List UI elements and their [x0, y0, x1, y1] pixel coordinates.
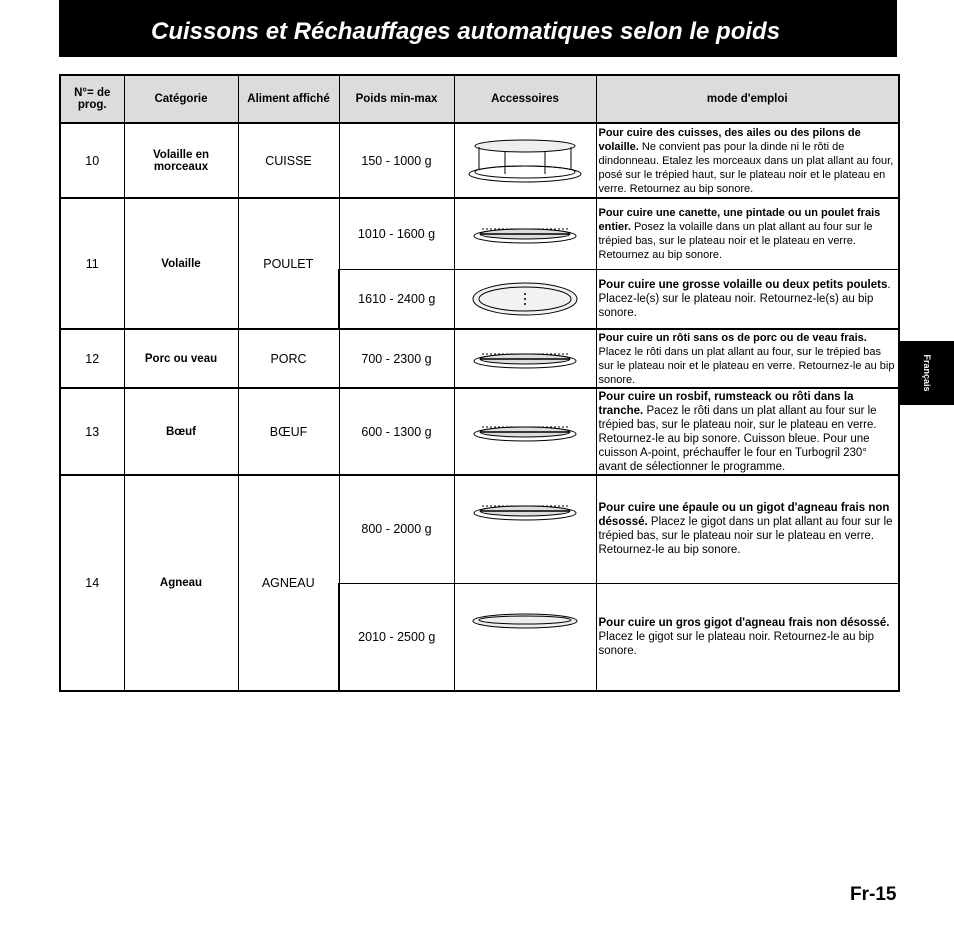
high-rack-on-turntable-icon [465, 136, 585, 186]
weight-range: 700 - 2300 g [339, 329, 454, 388]
header-num: N°= de prog. [60, 75, 124, 123]
table-row [60, 475, 899, 583]
header-aliment: Aliment affiché [238, 75, 339, 123]
prog-number: 14 [60, 475, 124, 691]
table-row [60, 329, 899, 388]
low-rack-on-turntable-icon [470, 344, 580, 374]
program-table [59, 74, 900, 692]
instructions: Pour cuire un rosbif, rumsteack ou rôti dans la tranche. Pacez le rôti dans un plat allant au four sur le trépied bas, sur le plateau noir, sur le plateau en verre. Retournez-le au bip sonore. Cuisson bleue. Pour une cuisson A-point, préchauffer le four en Turbogril 230° avant de sélectionner le programme. [596, 388, 899, 475]
category: Porc ou veau [124, 329, 238, 388]
table-row [60, 123, 899, 198]
page-title: Cuissons et Réchauffages automatiques selon le poids [151, 18, 781, 45]
food-displayed: PORC [238, 329, 339, 388]
instructions: Pour cuire une grosse volaille ou deux petits poulets. Placez-le(s) sur le plateau noir. Retournez-le(s) au bip sonore. [596, 269, 899, 329]
category: Bœuf [124, 388, 238, 475]
food-displayed: POULET [238, 198, 339, 329]
instructions: Pour cuire des cuisses, des ailes ou des pilons de volaille. Ne convient pas pour la dinde ni le rôti de dindonneau. Etalez les morceaux dans un plat allant au four, posé sur le trépied haut, sur le plateau noir et le plateau en verre. Retournez au bip sonore. [596, 123, 899, 198]
page-number: Fr-15 [850, 884, 897, 905]
table-row [60, 198, 899, 269]
table-header-row [60, 75, 899, 123]
low-rack-on-turntable-icon [470, 496, 580, 526]
prog-number: 11 [60, 198, 124, 329]
header-accessoires: Accessoires [454, 75, 596, 123]
prog-number: 13 [60, 388, 124, 475]
instructions: Pour cuire une canette, une pintade ou un poulet frais entier. Posez la volaille dans un plat allant au four sur le trépied bas, sur le plateau noir et le plateau en verre. Retournez au bip sonore. [596, 198, 899, 269]
low-rack-on-turntable-icon [470, 219, 580, 249]
low-rack-on-turntable-icon [470, 417, 580, 447]
table-row [60, 388, 899, 475]
weight-range: 150 - 1000 g [339, 123, 454, 198]
header-categorie: Catégorie [124, 75, 238, 123]
flat-tray-icon [470, 610, 580, 632]
language-tab [900, 341, 954, 405]
title-bar [59, 0, 897, 57]
food-displayed: AGNEAU [238, 475, 339, 691]
weight-range: 1010 - 1600 g [339, 198, 454, 269]
instructions: Pour cuire une épaule ou un gigot d'agneau frais non désossé. Placez le gigot dans un plat allant au four sur le trépied bas, sur le plateau noir sur le plateau en verre. Retournez-le au bip sonore. [596, 475, 899, 583]
food-displayed: BŒUF [238, 388, 339, 475]
turntable-tray-icon [470, 279, 580, 319]
weight-range: 1610 - 2400 g [339, 269, 454, 329]
category: Volaille en morceaux [124, 123, 238, 198]
header-poids: Poids min-max [339, 75, 454, 123]
weight-range: 800 - 2000 g [339, 475, 454, 583]
instructions: Pour cuire un rôti sans os de porc ou de veau frais. Placez le rôti dans un plat allant au four, sur le trépied bas sur le plateau noir et le plateau en verre. Retournez-le au bip sonore. [596, 329, 899, 388]
category: Volaille [124, 198, 238, 329]
weight-range: 600 - 1300 g [339, 388, 454, 475]
weight-range: 2010 - 2500 g [339, 583, 454, 691]
prog-number: 10 [60, 123, 124, 198]
header-mode: mode d'emploi [596, 75, 899, 123]
category: Agneau [124, 475, 238, 691]
prog-number: 12 [60, 329, 124, 388]
instructions: Pour cuire un gros gigot d'agneau frais non désossé. Placez le gigot sur le plateau noir. Retournez-le au bip sonore. [596, 583, 899, 691]
food-displayed: CUISSE [238, 123, 339, 198]
language-tab-label: Français [922, 354, 932, 392]
